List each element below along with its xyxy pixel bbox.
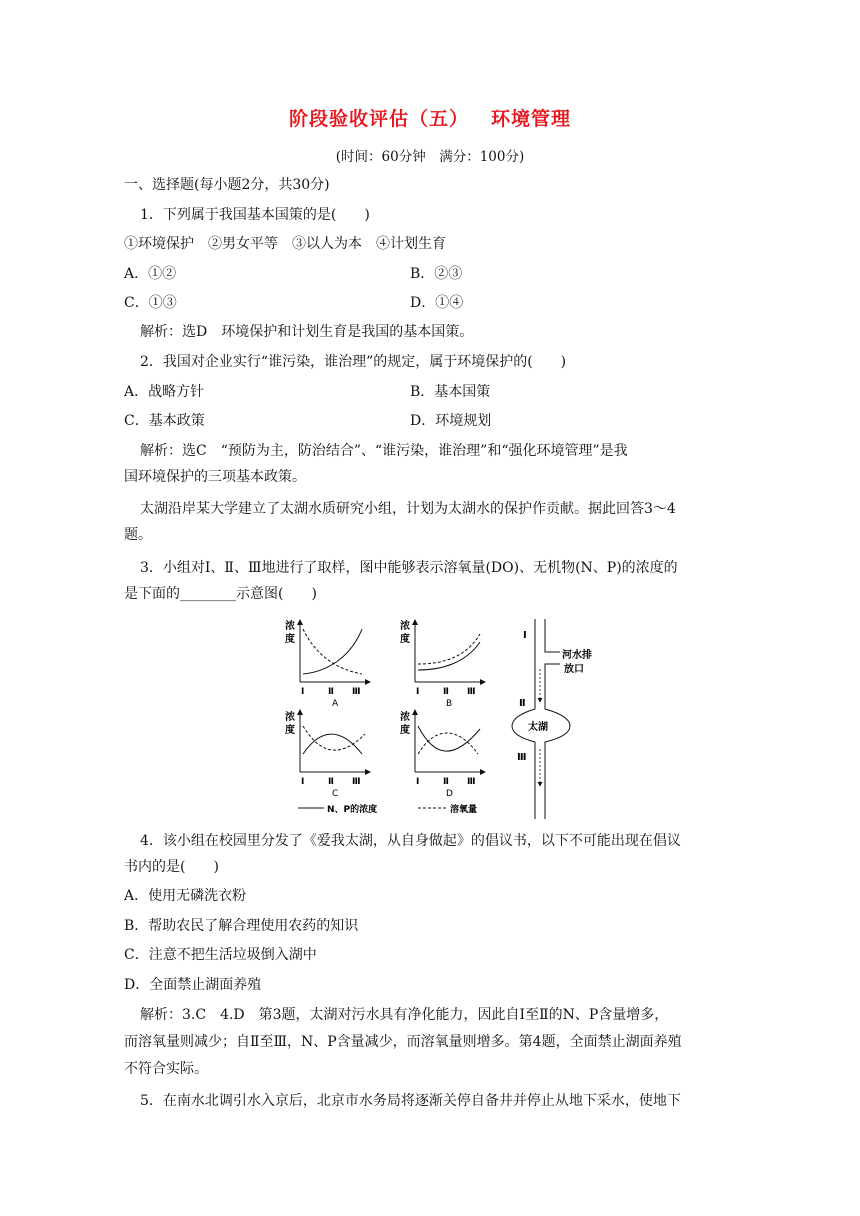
panel-d-tick-2: Ⅱ — [443, 777, 449, 787]
q1-option-d: D．①④ — [410, 295, 464, 311]
panel-b-tick-1: Ⅰ — [416, 687, 420, 697]
q2-stem: 2．我国对企业实行“谁污染，谁治理”的规定，属于环境保护的( ) — [140, 354, 567, 370]
q2-option-b: B．基本国策 — [410, 384, 491, 400]
q1-analysis: 解析：选D 环境保护和计划生育是我国的基本国策。 — [140, 324, 474, 340]
q4-analysis-line2: 而溶氧量则减少；自Ⅱ至Ⅲ，N、P含量减少，而溶氧量则增多。第4题，全面禁止湖面养殖 — [124, 1034, 682, 1050]
q4-option-a: A．使用无磷洗衣粉 — [124, 888, 247, 904]
panel-a — [285, 619, 370, 709]
section-heading: 一、选择题(每小题2分，共30分) — [124, 177, 330, 193]
outlet-label-1: 河水排 — [562, 650, 592, 661]
outlet-label-2: 放口 — [564, 664, 584, 675]
panel-b — [400, 619, 485, 709]
panel-d — [400, 710, 485, 799]
q2-option-c: C．基本政策 — [124, 413, 205, 429]
q3-figure — [280, 614, 592, 824]
panel-a-np-curve — [303, 629, 362, 674]
river-lake-schematic — [512, 619, 592, 819]
q4-option-c: C．注意不把生活垃圾倒入湖中 — [124, 947, 317, 963]
legend-do-label: 溶氧量 — [450, 805, 478, 815]
q3-stem-line2: 是下面的________示意图( ) — [124, 586, 317, 602]
panel-c-ylabel-1: 浓 — [285, 712, 295, 723]
panel-c-ylabel-2: 度 — [285, 725, 295, 736]
panel-b-label: B — [446, 699, 453, 709]
panel-a-tick-1: Ⅰ — [301, 687, 305, 697]
panel-a-tick-3: Ⅲ — [352, 687, 361, 697]
panel-c — [285, 710, 370, 799]
figure-legend — [298, 803, 477, 815]
panel-a-ylabel-1: 浓 — [285, 621, 295, 632]
panel-c-tick-3: Ⅲ — [352, 777, 361, 787]
q4-stem-line2: 书内的是( ) — [124, 859, 219, 875]
panel-b-do-curve — [418, 634, 480, 664]
panel-d-tick-3: Ⅲ — [467, 777, 476, 787]
q2-analysis-line1: 解析：选C “预防为主，防治结合”、“谁污染，谁治理”和“强化环境管理”是我 — [140, 443, 628, 459]
q1-option-c: C．①③ — [124, 295, 177, 311]
panel-c-tick-1: Ⅰ — [301, 777, 305, 787]
panel-c-tick-2: Ⅱ — [328, 777, 334, 787]
panel-c-label: C — [332, 789, 339, 799]
q1-stem: 1．下列属于我国基本国策的是( ) — [140, 207, 370, 223]
site-i-label: Ⅰ — [523, 630, 527, 641]
panel-d-np-curve — [418, 726, 480, 751]
q1-options: ①环境保护 ②男女平等 ③以人为本 ④计划生育 — [124, 236, 446, 252]
panel-b-tick-2: Ⅱ — [443, 687, 449, 697]
panel-a-ylabel-2: 度 — [285, 634, 295, 645]
title-topic: 环境管理 — [491, 108, 572, 130]
q5-stem-line1: 5．在南水北调引水入京后，北京市水务局将逐渐关停自备井并停止从地下采水，使地下 — [140, 1093, 681, 1109]
q3-stem-line1: 3．小组对Ⅰ、Ⅱ、Ⅲ地进行了取样，图中能够表示溶氧量(DO)、无机物(N、P)的浓度的 — [140, 560, 678, 576]
passage-line2: 题。 — [124, 527, 152, 543]
q4-analysis-line3: 不符合实际。 — [124, 1061, 208, 1077]
panel-b-tick-3: Ⅲ — [467, 687, 476, 697]
q4-analysis-line1: 解析：3.C 4.D 第3题，太湖对污水具有净化能力，因此自Ⅰ至Ⅱ的N、P含量增多， — [140, 1007, 669, 1023]
panel-a-tick-2: Ⅱ — [328, 687, 334, 697]
q1-option-b: B．②③ — [410, 266, 463, 282]
site-ii-label: Ⅱ — [519, 698, 526, 709]
panel-b-ylabel-2: 度 — [400, 634, 410, 645]
q2-option-d: D．环境规划 — [410, 413, 492, 429]
q2-analysis-line2: 国环境保护的三项基本政策。 — [124, 469, 306, 485]
site-iii-label: Ⅲ — [517, 752, 527, 763]
q4-option-d: D．全面禁止湖面养殖 — [124, 977, 262, 993]
panel-d-ylabel-1: 浓 — [400, 712, 410, 723]
panel-d-ylabel-2: 度 — [400, 725, 410, 736]
passage-line1: 太湖沿岸某大学建立了太湖水质研究小组，计划为太湖水的保护作贡献。据此回答3～4 — [140, 501, 676, 517]
lake-label: 太湖 — [528, 722, 548, 733]
panel-a-label: A — [332, 699, 339, 709]
q4-option-b: B．帮助农民了解合理使用农药的知识 — [124, 918, 359, 934]
panel-d-label: D — [446, 789, 453, 799]
exam-info: (时间：60分钟 满分：100分) — [335, 149, 525, 165]
legend-np-label: N、P的浓度 — [327, 805, 378, 815]
title-main: 阶段验收评估（五） — [288, 108, 469, 130]
panel-a-do-curve — [303, 629, 362, 674]
q1-option-a: A．①② — [124, 266, 177, 282]
panel-b-ylabel-1: 浓 — [400, 621, 410, 632]
panel-d-tick-1: Ⅰ — [416, 777, 420, 787]
q4-stem-line1: 4．该小组在校园里分发了《爱我太湖，从自身做起》的倡议书，以下不可能出现在倡议 — [140, 833, 681, 849]
page-title — [0, 104, 860, 131]
q2-option-a: A．战略方针 — [124, 384, 205, 400]
